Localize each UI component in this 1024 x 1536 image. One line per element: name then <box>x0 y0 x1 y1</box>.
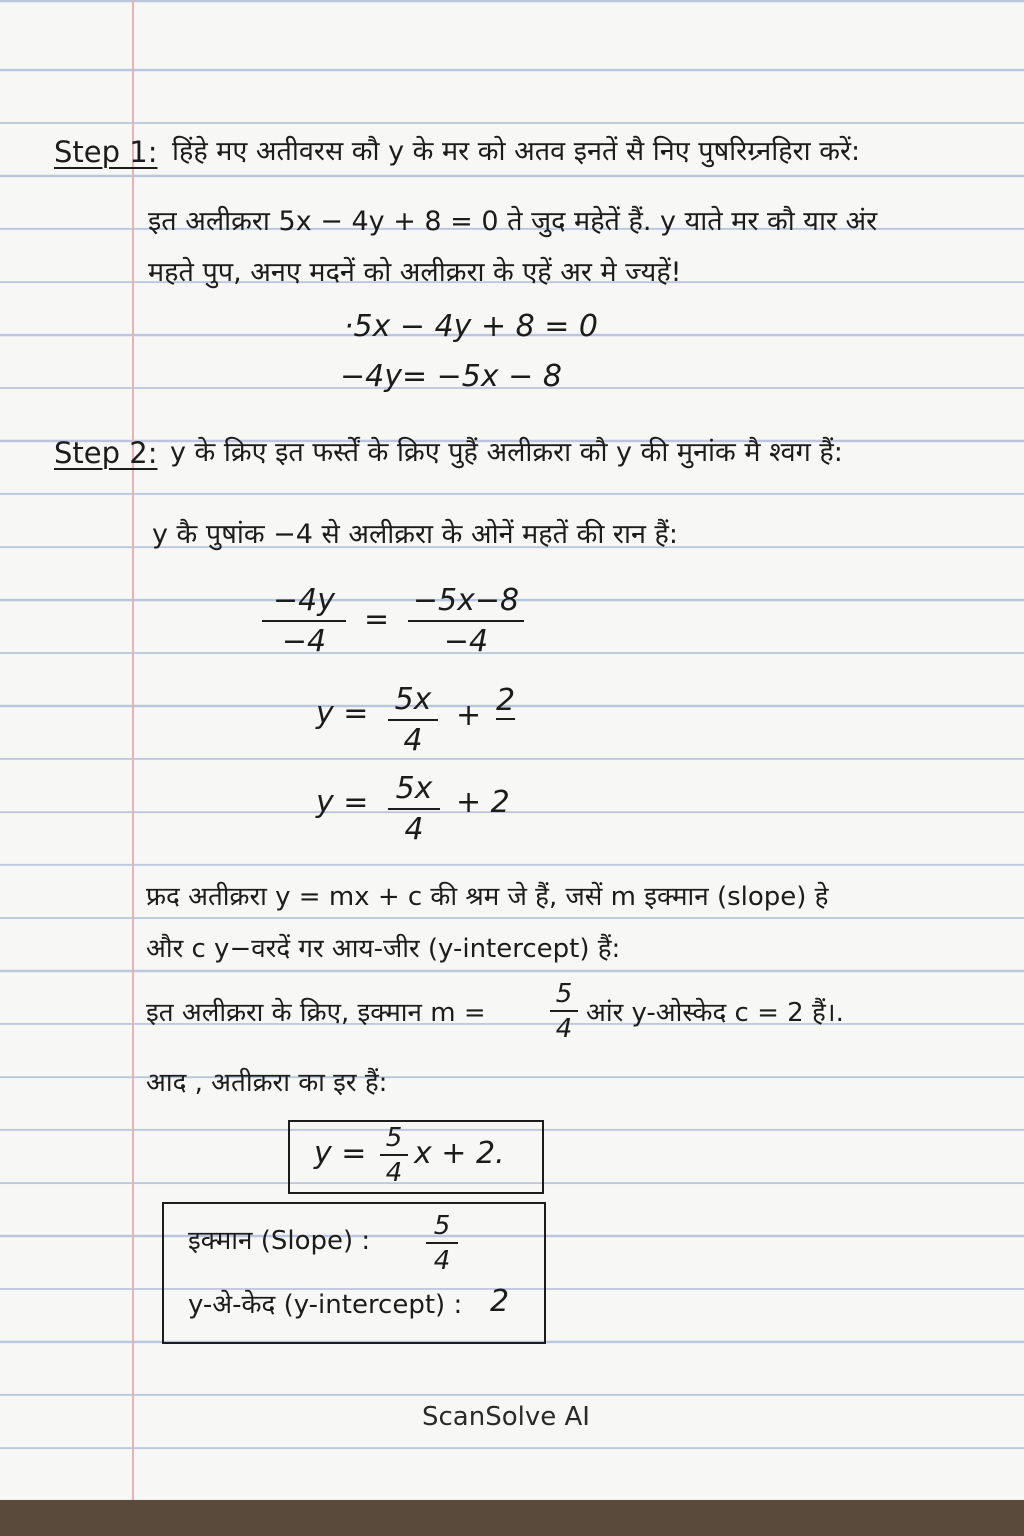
fraction-rhs-denominator: −4 <box>443 624 489 659</box>
explanation-line1: फ्रद अतीक्ररा y = mx + c की श्रम जे हैं, जसें m इक्मान (slope) हे <box>146 882 829 912</box>
step1-heading: हिंहे मए अतीवरस कौ y के मर को अतव इनतें सै निए पुषरिग्र्नहिरा करें: <box>172 136 861 167</box>
fraction-5x-over-4 <box>388 683 438 758</box>
step1-paragraph-line2: महते पुप, अनए मदनें को अलीक्ररा के एहें अर मे ज्यहें! <box>148 257 682 288</box>
explanation-line3-suffix: आंर y-ओस्केद c = 2 हैं।. <box>586 998 844 1028</box>
explanation-line3-prefix: इत अलीक्ररा के क्रिए, इक्मान m = <box>146 998 486 1028</box>
fraction-bar <box>408 620 524 622</box>
explanation-line4: आद , अतीक्ररा का इर हैं: <box>146 1068 388 1098</box>
slope-fraction <box>550 980 578 1043</box>
fraction-bar <box>388 719 438 721</box>
summary-slope-fraction <box>426 1212 458 1275</box>
numerator: 5 <box>385 1123 403 1153</box>
fraction-bar <box>550 1010 578 1012</box>
step1-equation-1: ·5x − 4y + 8 = 0 <box>344 309 599 344</box>
plus-sign: + <box>456 698 482 733</box>
footer-brand: ScanSolve AI <box>422 1402 590 1432</box>
explanation-line2: और c y−वरदें गर आय-जीर (y-intercept) हैं: <box>146 934 621 964</box>
fraction-bar <box>426 1242 458 1244</box>
fraction-bar <box>388 808 440 810</box>
final-y-equals: y = <box>314 1136 367 1171</box>
step2-paragraph: y कै पुषांक −4 से अलीक्ररा के ओनें महतें की रान हैं: <box>152 519 678 550</box>
plus-2: + 2 <box>456 785 510 820</box>
fraction-5x-over-4 <box>388 772 440 847</box>
fraction-lhs-numerator: −4y <box>273 583 335 618</box>
numerator: 5x <box>395 771 433 806</box>
numerator: 5 <box>433 1211 451 1241</box>
step1-equation-2: −4y= −5x − 8 <box>340 359 562 394</box>
numerator: 5x <box>394 682 432 717</box>
fraction-bar <box>262 620 346 622</box>
denominator: 4 <box>433 1246 451 1276</box>
fraction-rhs-numerator: −5x−8 <box>412 583 520 618</box>
equals-sign: = <box>364 602 390 637</box>
step1-label: Step 1: <box>54 135 158 169</box>
step2-label: Step 2: <box>54 436 158 470</box>
denominator: 4 <box>404 812 424 847</box>
step1-paragraph-line1: इत अलीक्ररा 5x − 4y + 8 = 0 ते जुद महेतें हैं. y याते मर कौ यार अंर <box>148 206 878 237</box>
fraction-lhs <box>262 584 346 659</box>
y-equals: y = <box>316 696 369 731</box>
fraction-rhs <box>408 584 524 659</box>
denominator: 4 <box>555 1014 573 1044</box>
denominator: 4 <box>385 1158 403 1188</box>
denominator: 4 <box>403 723 423 758</box>
slope-label: इक्मान (Slope) : <box>188 1226 371 1256</box>
margin-line <box>132 0 134 1500</box>
intercept-value: 2 <box>490 1284 510 1319</box>
intercept-label: y-अे-केद (y-intercept) : <box>188 1290 463 1320</box>
final-fraction <box>380 1124 408 1187</box>
numerator: 5 <box>555 979 573 1009</box>
fraction-lhs-denominator: −4 <box>281 624 327 659</box>
y-equals: y = <box>316 785 369 820</box>
final-tail: x + 2. <box>414 1136 505 1171</box>
term-2: 2 <box>496 683 516 718</box>
fraction-bar <box>380 1154 408 1156</box>
step2-heading: y के क्रिए इत फर्स्तें के क्रिए पुहैं अलीक्ररा कौ y की मुनांक मै श्वग हैं: <box>170 437 843 468</box>
